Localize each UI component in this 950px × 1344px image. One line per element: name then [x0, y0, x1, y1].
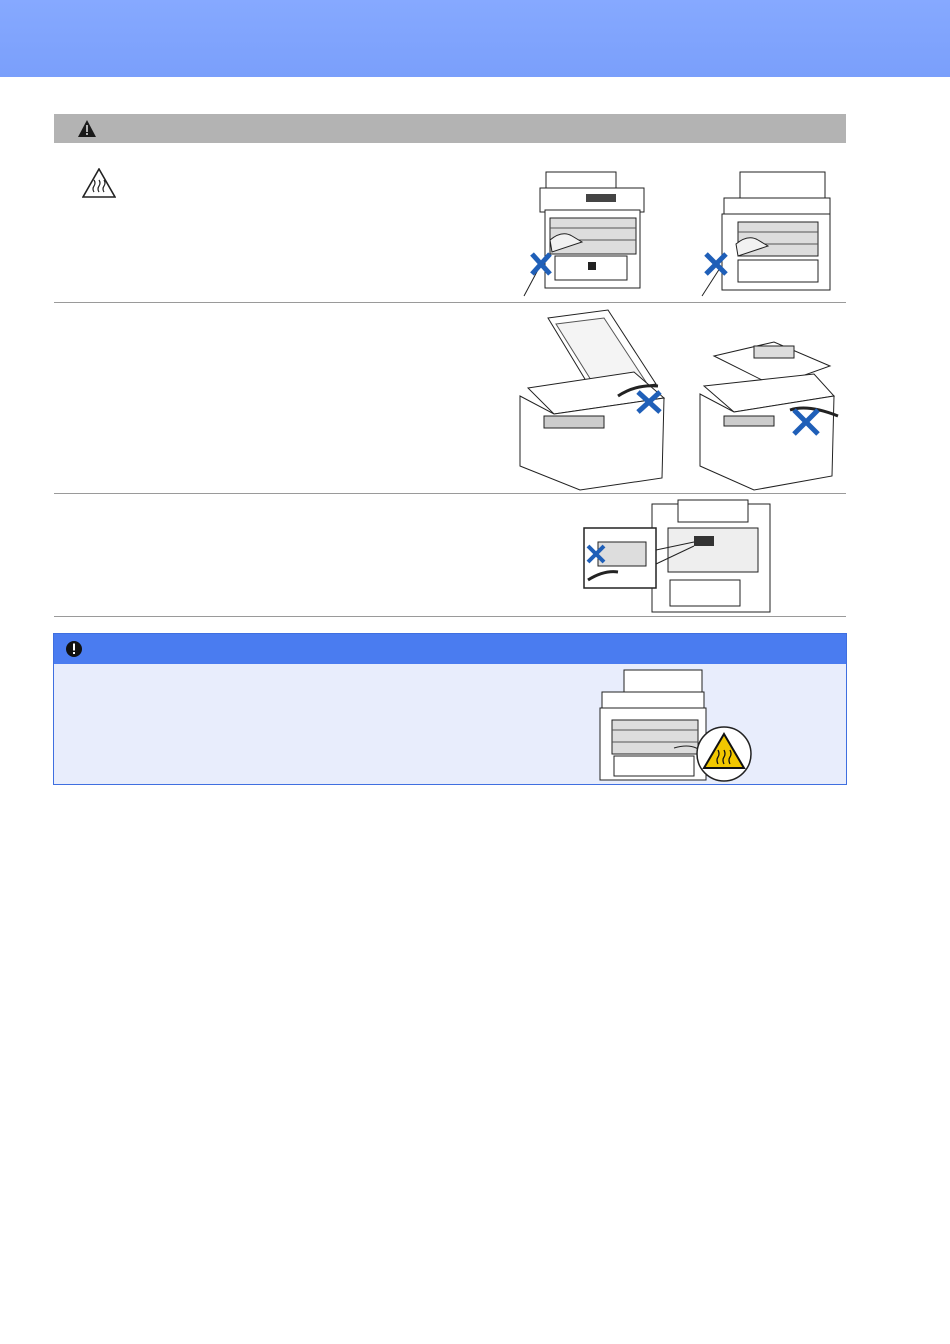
- printer-front-open-illustration: [520, 170, 645, 298]
- printer-rear-detail-illustration: [582, 498, 776, 616]
- warning-bar: [54, 114, 846, 143]
- hot-surface-icon: [82, 168, 116, 198]
- warning-triangle-icon: [78, 120, 96, 137]
- important-note-header: [54, 634, 846, 664]
- important-exclamation-icon: [65, 640, 83, 658]
- scanner-lid-open-illustration: [514, 308, 674, 492]
- printer-hot-label-illustration: [594, 668, 756, 784]
- scanner-lid-lifted-illustration: [694, 336, 840, 492]
- section-divider: [54, 493, 846, 494]
- section-divider: [54, 616, 846, 617]
- printer-back-open-illustration: [698, 170, 833, 298]
- header-band: [0, 0, 950, 77]
- section-divider: [54, 302, 846, 303]
